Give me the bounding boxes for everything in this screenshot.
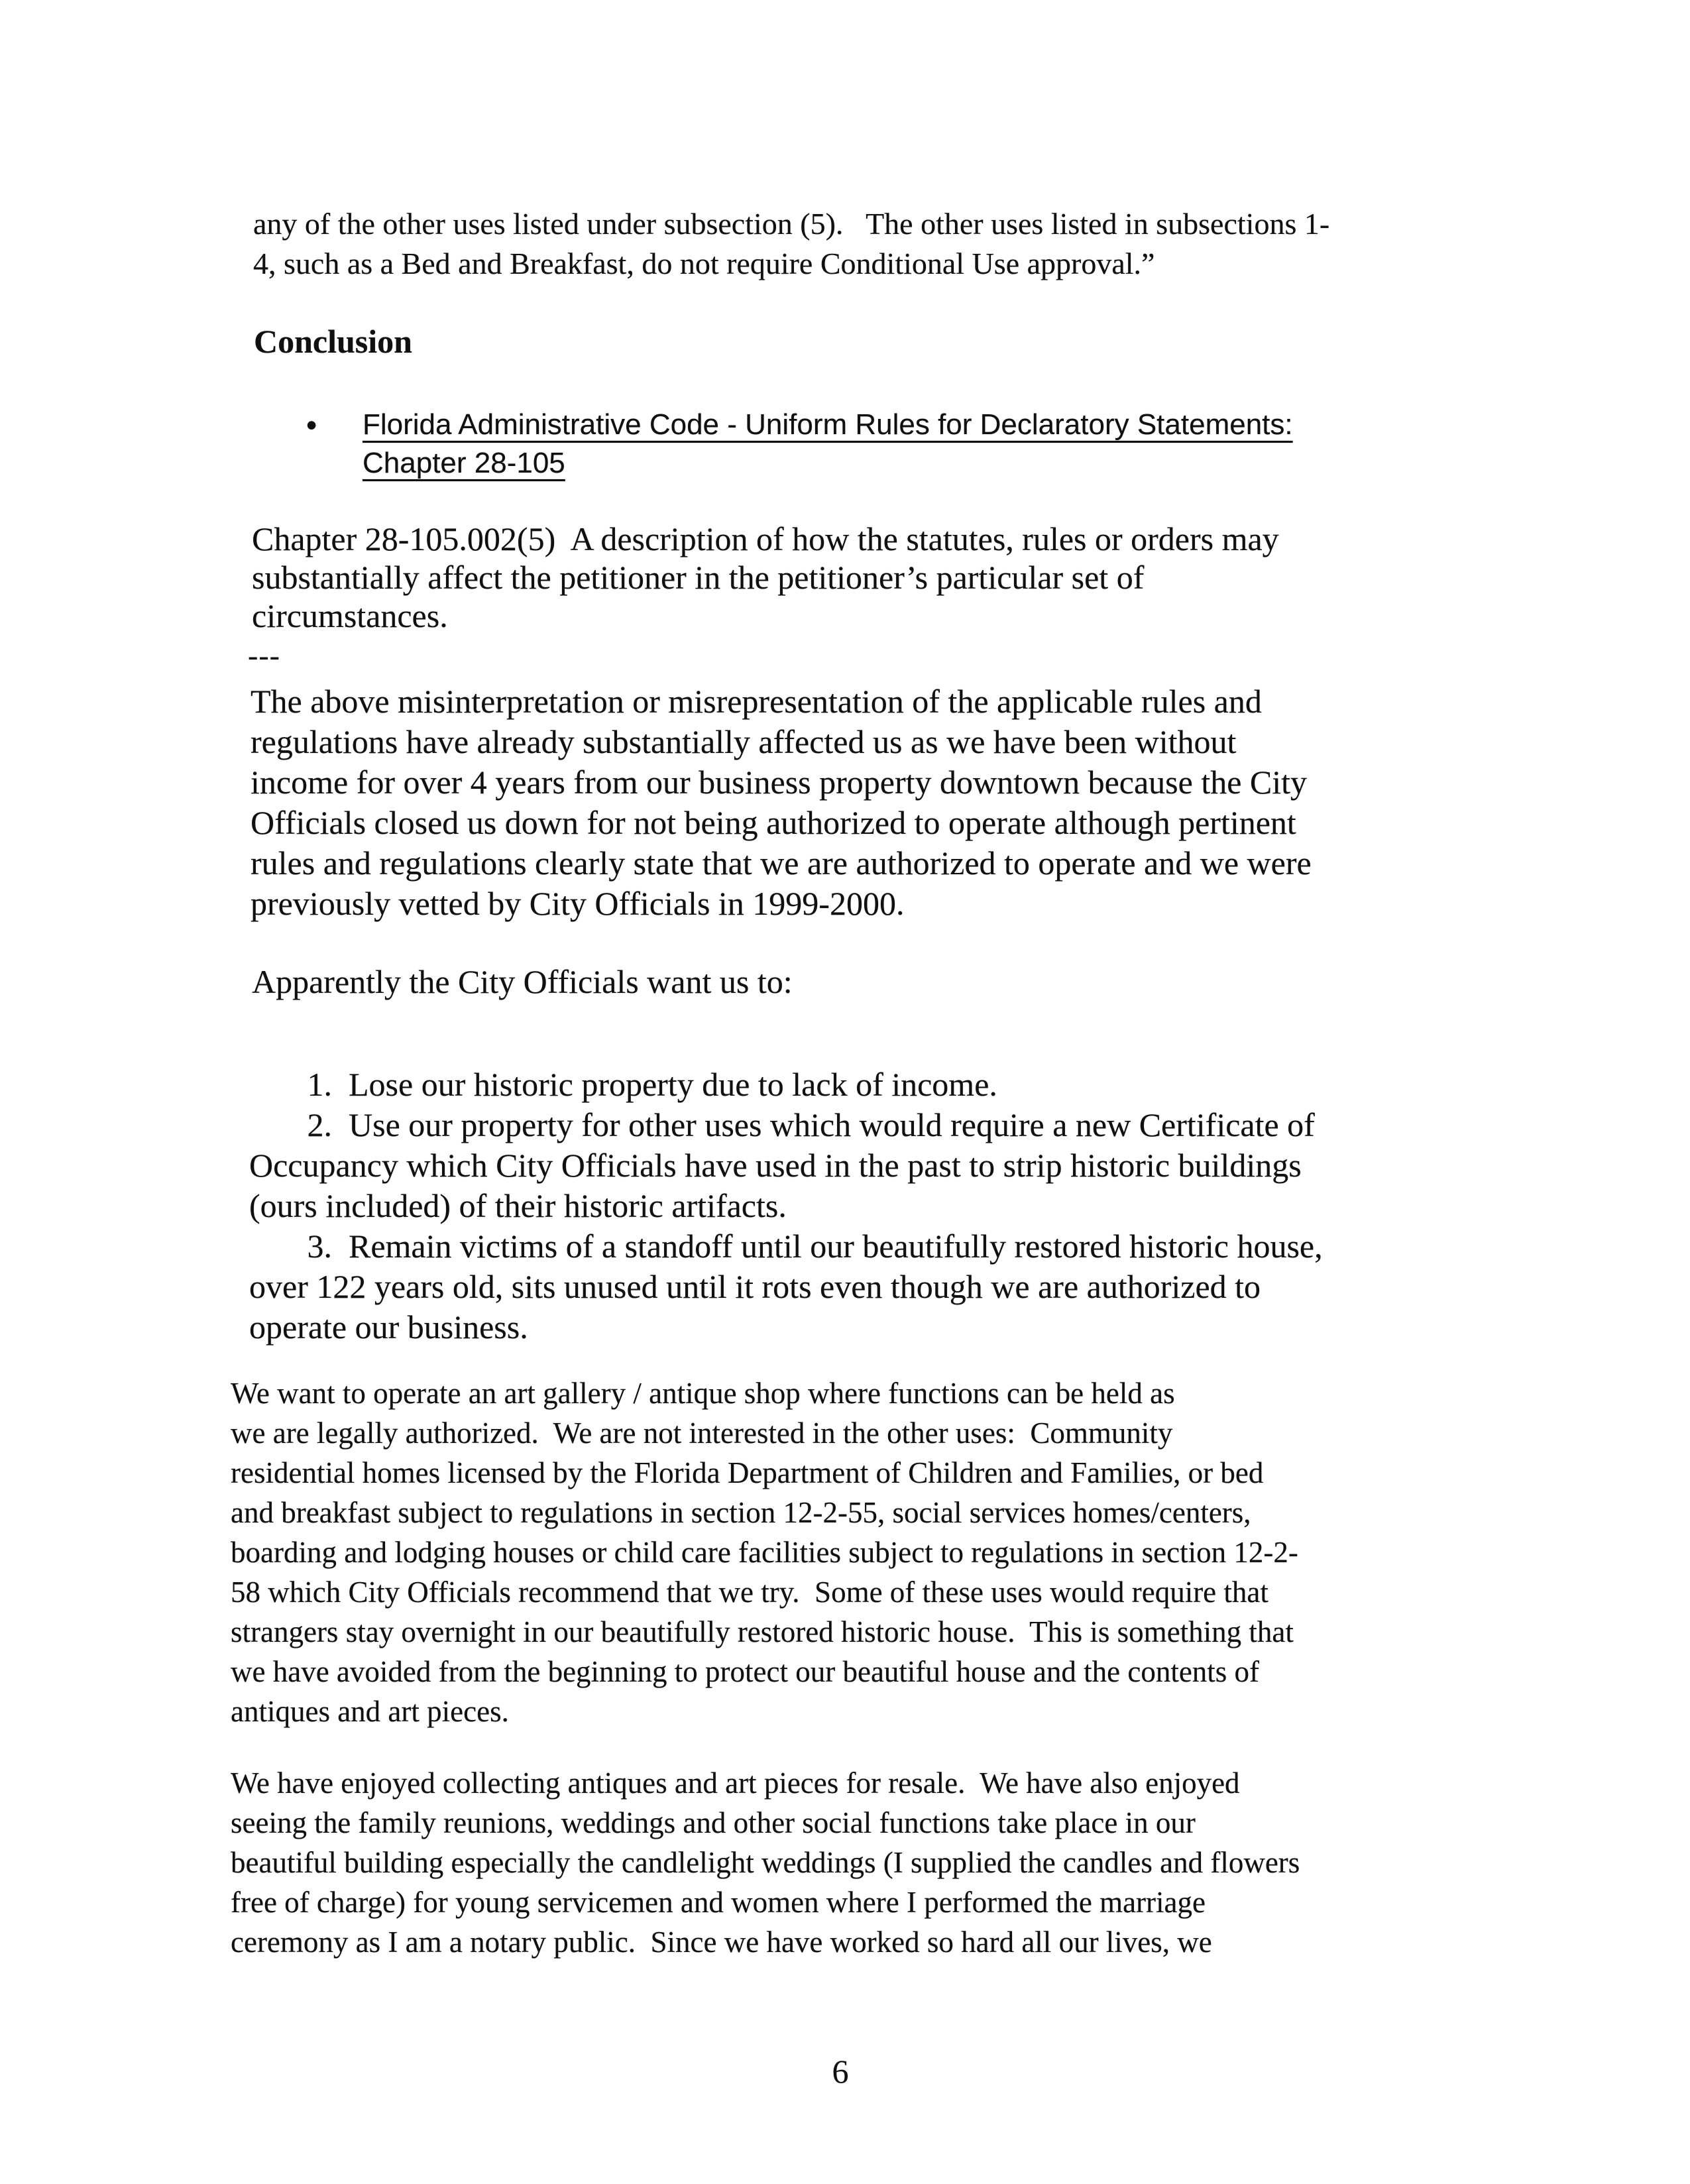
text-line: rules and regulations clearly state that we are authorized to operate and we were — [251, 844, 1312, 882]
page-number: 6 — [832, 2053, 849, 2090]
text-line: 3. Remain victims of a standoff until our beautifully restored historic house, — [249, 1228, 1323, 1265]
text-line: Officials closed us down for not being authorized to operate although pertinent — [251, 804, 1296, 841]
text-line: substantially affect the petitioner in the petitioner’s particular set of — [252, 559, 1145, 596]
text-line: free of charge) for young servicemen and women where I performed the marriage — [231, 1886, 1206, 1919]
affected-paragraph — [251, 681, 1312, 924]
text-line: Florida Administrative Code - Uniform Rules for Declaratory Statements: — [363, 408, 1293, 441]
enjoyed-paragraph — [231, 1763, 1300, 1962]
bullet-citation-text — [363, 406, 1293, 483]
text-line: circumstances. — [252, 597, 448, 634]
text-line: previously vetted by City Officials in 1999-2000. — [251, 885, 905, 922]
text-line: seeing the family reunions, weddings and other social functions take place in our — [231, 1806, 1196, 1839]
text-line: 1. Lose our historic property due to lack of income. — [249, 1066, 997, 1103]
text-line: Chapter 28-105 — [363, 447, 565, 479]
text-line: over 122 years old, sits unused until it rots even though we are authorized to — [249, 1268, 1261, 1305]
text-line: Chapter 28-105.002(5) A description of how the statutes, rules or orders may — [252, 520, 1279, 557]
apparently-line: Apparently the City Officials want us to: — [252, 963, 793, 1000]
text-line: any of the other uses listed under subsection (5). The other uses listed in subsections 1- — [253, 207, 1330, 241]
separator-dashes: --- — [248, 638, 280, 672]
want-paragraph — [231, 1373, 1298, 1731]
bullet-icon: • — [306, 408, 317, 442]
conclusion-heading: Conclusion — [254, 323, 412, 360]
text-line: Occupancy which City Officials have used in the past to strip historic buildings — [249, 1147, 1302, 1184]
text-line: (ours included) of their historic artifacts. — [249, 1187, 787, 1224]
intro-paragraph — [253, 204, 1329, 284]
bullet-citation-item — [306, 406, 1293, 483]
text-line: We have enjoyed collecting antiques and art pieces for resale. We have also enjoyed — [231, 1766, 1240, 1800]
text-line: and breakfast subject to regulations in section 12-2-55, social services homes/centers, — [231, 1496, 1251, 1529]
text-line: residential homes licensed by the Florida Department of Children and Families, or bed — [231, 1456, 1264, 1489]
numbered-list — [249, 1064, 1323, 1348]
text-line: boarding and lodging houses or child care facilities subject to regulations in section 12-2- — [231, 1536, 1298, 1569]
text-line: We want to operate an art gallery / antique shop where functions can be held as — [231, 1377, 1175, 1410]
chapter-rule-paragraph — [252, 520, 1279, 635]
text-line: beautiful building especially the candlelight weddings (I supplied the candles and flowers — [231, 1846, 1300, 1879]
text-line: strangers stay overnight in our beautifully restored historic house. This is something that — [231, 1615, 1294, 1648]
text-line: we have avoided from the beginning to protect our beautiful house and the contents of — [231, 1655, 1260, 1688]
text-line: 58 which City Officials recommend that we try. Some of these uses would require that — [231, 1576, 1268, 1609]
text-line: 4, such as a Bed and Breakfast, do not require Conditional Use approval.” — [253, 247, 1155, 280]
text-line: 2. Use our property for other uses which would require a new Certificate of — [249, 1106, 1315, 1143]
text-line: antiques and art pieces. — [231, 1695, 509, 1728]
text-line: operate our business. — [249, 1308, 528, 1346]
text-line: ceremony as I am a notary public. Since we have worked so hard all our lives, we — [231, 1925, 1212, 1959]
text-line: we are legally authorized. We are not interested in the other uses: Community — [231, 1416, 1173, 1450]
text-line: income for over 4 years from our business property downtown because the City — [251, 764, 1308, 801]
text-line: The above misinterpretation or misrepresentation of the applicable rules and — [251, 683, 1262, 720]
text-line: regulations have already substantially affected us as we have been without — [251, 723, 1237, 760]
